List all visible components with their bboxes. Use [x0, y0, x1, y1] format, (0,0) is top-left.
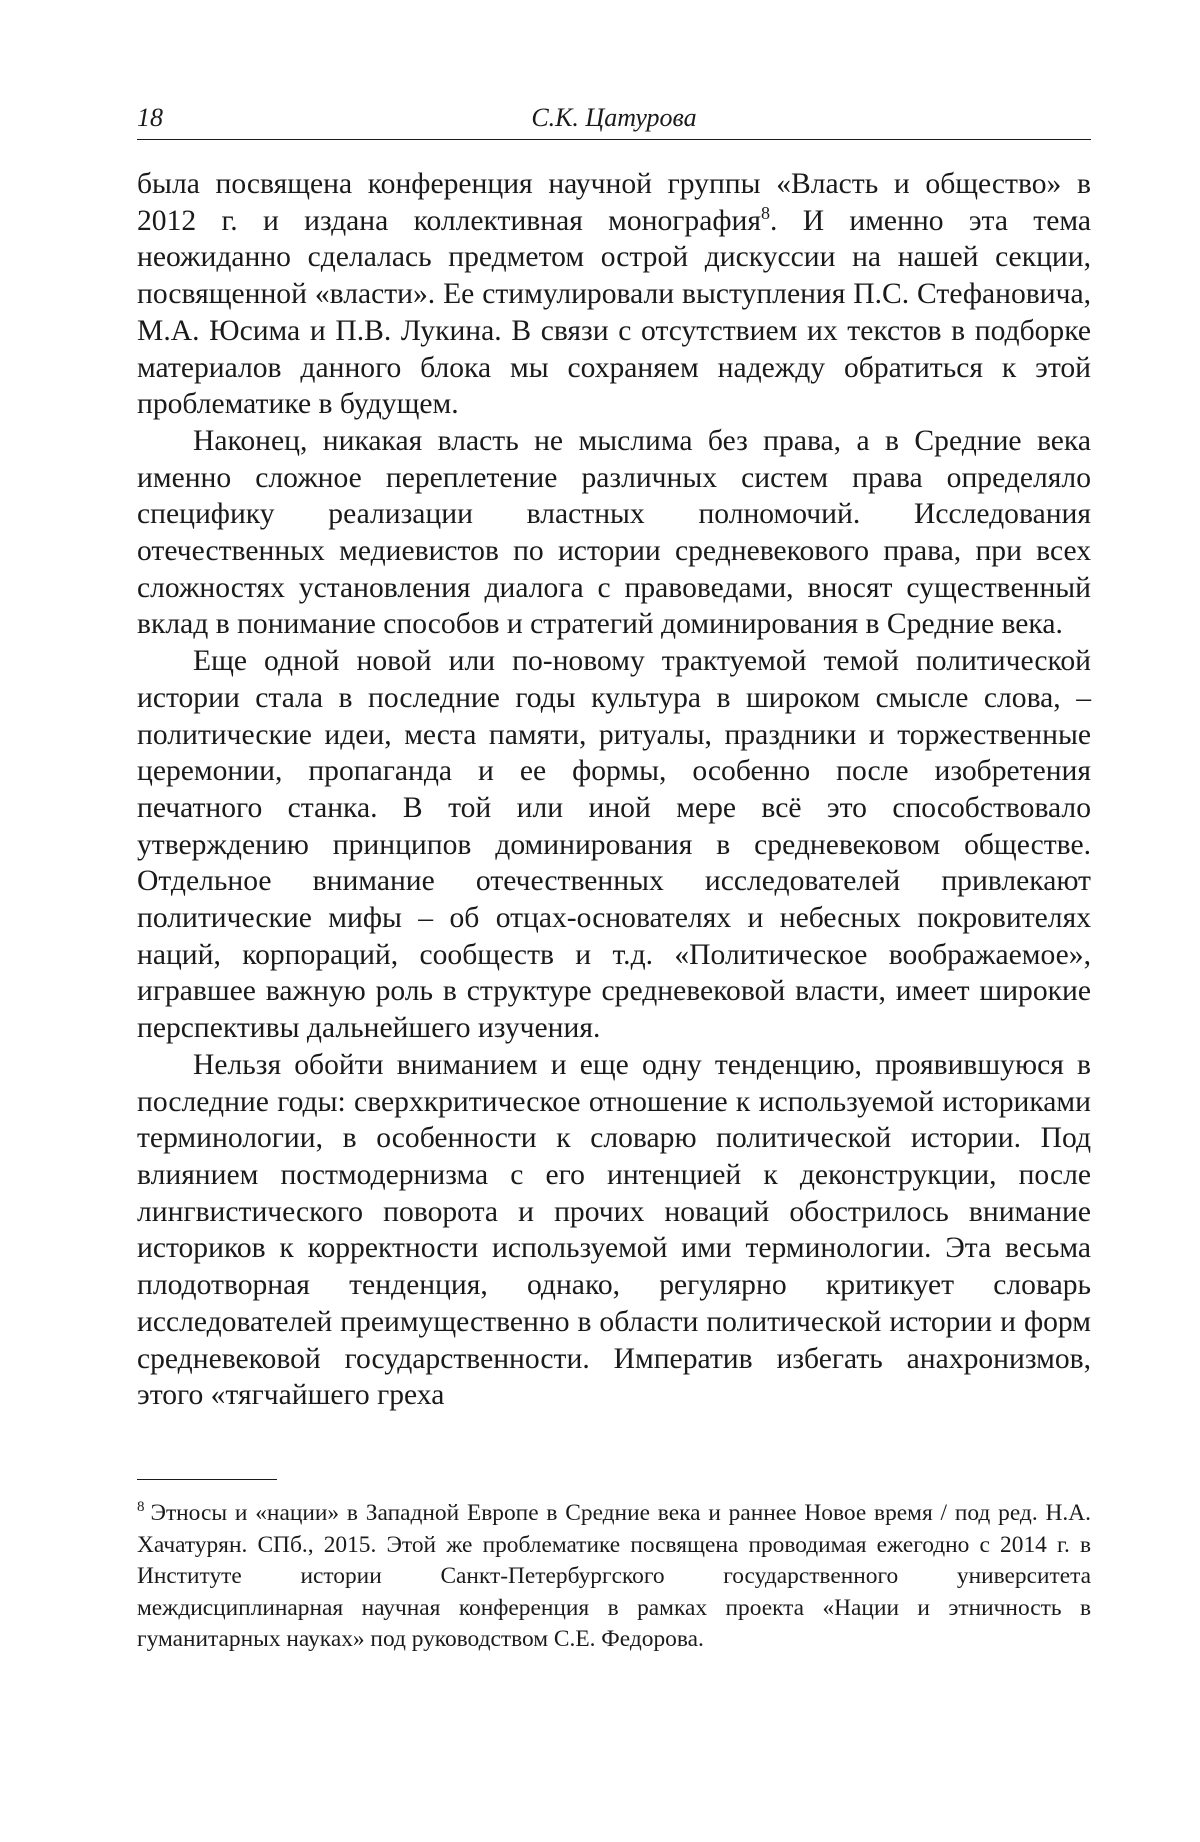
paragraph-text: была посвящена конференция научной группы «Власть и общество» в 2012 г. и издана коллективная монография [137, 168, 1091, 237]
book-page [0, 0, 1200, 1842]
footnote-number: 8 [137, 1499, 145, 1515]
footnote-paragraph [137, 1498, 1091, 1656]
footnote-rule [137, 1479, 277, 1480]
paragraph-4: Нельзя обойти вниманием и еще одну тенденцию, проявившуюся в последние годы: сверхкритическое отношение к используемой историками терминологии, в особенности к словарю политической истории. Под влиянием постмодернизма с его интенцией к деконструкции, после лингвистического поворота и прочих новаций обострилось внимание историков к корректности используемой ими терминологии. Эта весьма плодотворная тенденция, однако, регулярно критикует словарь исследователей преимущественно в области политической истории и форм средневековой государственности. Императив избегать анахронизмов, этого «тягчайшего греха [137, 1047, 1091, 1414]
paragraph-text: . И именно эта тема неожиданно сделалась предметом острой дискуссии на нашей секции, посвященной «власти». Ее стимулировали выступления П.С. Стефановича, М.А. Юсима и П.В. Лукина. В связи с отсутствием их текстов в подборке материалов данного блока мы сохраняем надежду обратиться к этой проблематике в будущем. [137, 205, 1091, 421]
main-text [137, 166, 1091, 1414]
header-rule [137, 139, 1091, 140]
footnote-reference: 8 [761, 203, 770, 223]
paragraph-1 [137, 166, 1091, 423]
footnote [137, 1498, 1091, 1656]
page-number: 18 [137, 98, 163, 138]
paragraph-2: Наконец, никакая власть не мыслима без права, а в Средние века именно сложное переплетение различных систем права определяло специфику реализации властных полномочий. Исследования отечественных медиевистов по истории средневекового права, при всех сложностях установления диалога с правоведами, вносят существенный вклад в понимание способов и стратегий доминирования в Средние века. [137, 423, 1091, 643]
running-title: С.К. Цатурова [137, 98, 1091, 138]
paragraph-3: Еще одной новой или по-новому трактуемой темой политической истории стала в последние годы культура в широком смысле слова, – политические идеи, места памяти, ритуалы, праздники и торжественные церемонии, пропаганда и ее формы, особенно после изобретения печатного станка. В той или иной мере всё это способствовало утверждению принципов доминирования в средневековом обществе. Отдельное внимание отечественных исследователей привлекают политические мифы – об отцах-основателях и небесных покровителях наций, корпораций, сообществ и т.д. «Политическое воображаемое», игравшее важную роль в структуре средневековой власти, имеет широкие перспективы дальнейшего изучения. [137, 643, 1091, 1047]
running-head [137, 98, 1091, 138]
footnote-text: Этносы и «нации» в Западной Европе в Средние века и раннее Новое время / под ред. Н.А. Хачатурян. СПб., 2015. Этой же проблематике посвящена проводимая ежегодно с 2014 г. в Институте истории Санкт-Петербургского государственного университета междисциплинарная научная конференция в рамках проекта «Нации и этничность в гуманитарных науках» под руководством С.Е. Федорова. [137, 1500, 1091, 1652]
